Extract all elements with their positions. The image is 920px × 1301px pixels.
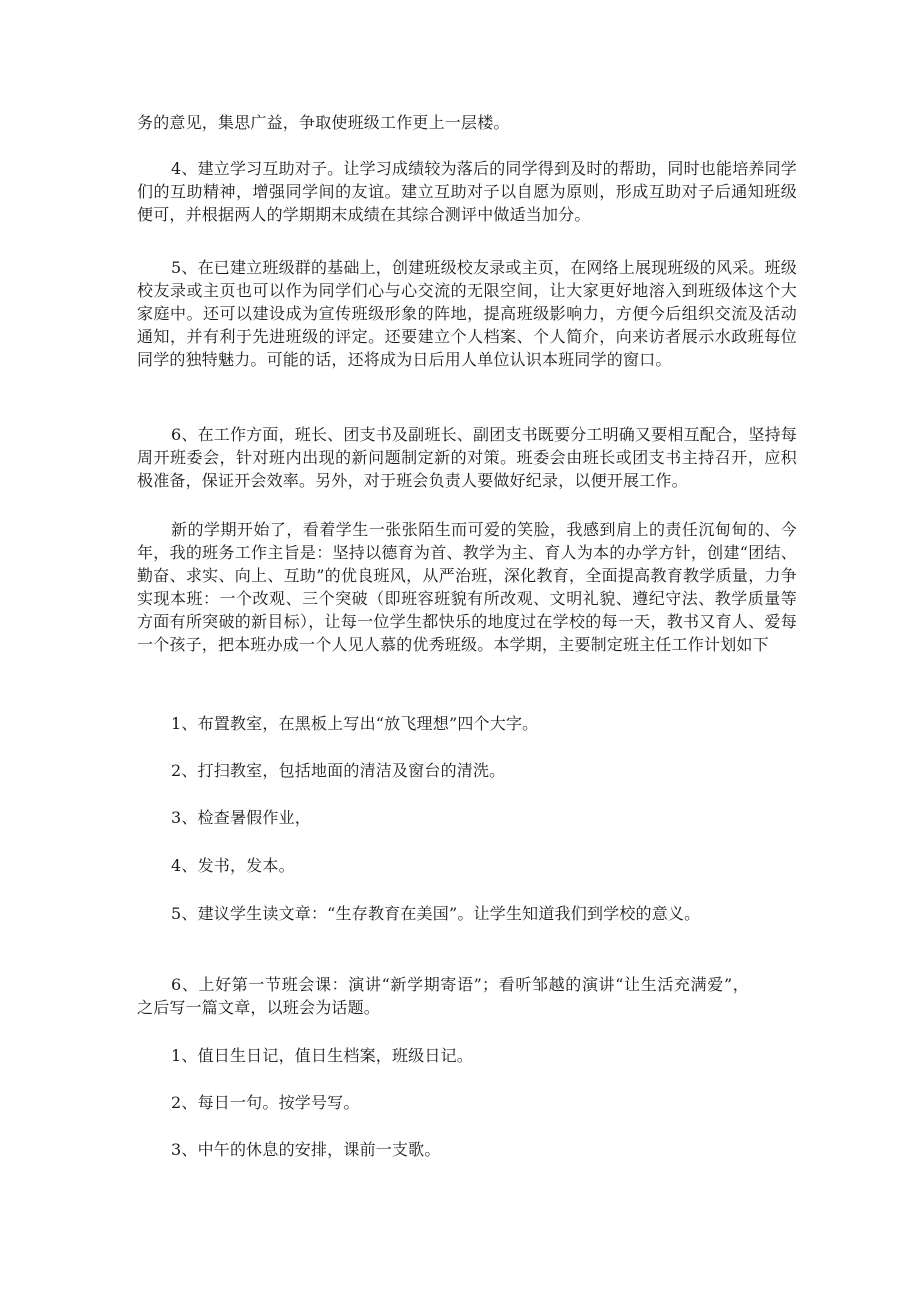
list-item-1-classroom: 1、布置教室，在黑板上写出“放飞理想”四个大字。 [171,714,539,733]
list-item-5-article: 5、建议学生读文章：“生存教育在美国”。让学生知道我们到学校的意义。 [171,904,701,923]
paragraph-continuation: 务的意见，集思广益，争取使班级工作更上一层楼。 [137,113,510,132]
paragraph-item-5-alumni-page: 5、在已建立班级群的基础上，创建班级校友录或主页，在网络上展现班级的风采。班级校友录或主页也可以作为同学们心与心交流的无限空间，让大家更好地溶入到班级体这个大家庭中。还可以建设成为宣传班级形象的阵地，提高班级影响力，方便今后组织交流及活动通知，并有利于先进班级的评定。还要建立个人档案、个人简介，向来访者展示水政班每位同学的独特魅力。可能的话，还将成为日后用人单位认识本班同学的窗口。 [137,258,797,369]
list-item-4-books: 4、发书，发本。 [171,856,295,875]
list-item-1-duty-diary: 1、值日生日记，值日生档案，班级日记。 [171,1046,473,1065]
list-item-3-homework: 3、检查暑假作业， [171,808,311,827]
list-item-3-noon-rest: 3、中午的休息的安排，课前一支歌。 [171,1140,441,1159]
paragraph-item-6-work: 6、在工作方面，班长、团支书及副班长、副团支书既要分工明确又要相互配合，坚持每周开班委会，针对班内出现的新问题制定新的对策。班委会由班长或团支书主持召开，应积极准备，保证开会效率。另外，对于班会负责人要做好纪录，以便开展工作。 [137,425,797,490]
list-item-6-class-meeting: 6、上好第一节班会课：演讲“新学期寄语”；看听邹越的演讲“让生活充满爱”，之后写一篇文章，以班会为话题。 [137,975,749,1017]
list-item-2-daily-sentence: 2、每日一句。按学号写。 [171,1093,360,1112]
paragraph-item-4-mutual-help: 4、建立学习互助对子。让学习成绩较为落后的同学得到及时的帮助，同时也能培养同学们的互助精神，增强同学间的友谊。建立互助对子以自愿为原则，形成互助对子后通知班级便可，并根据两人的学期期末成绩在其综合测评中做适当加分。 [137,159,797,224]
paragraph-semester-intro: 新的学期开始了，看着学生一张张陌生而可爱的笑脸，我感到肩上的责任沉甸甸的、今年，我的班务工作主旨是：坚持以德育为首、教学为主、育人为本的办学方针，创建“团结、勤奋、求实、向上、互助”的优良班风，从严治班，深化教育，全面提高教育教学质量，力争实现本班：一个改观、三个突破（即班容班貌有所改观、文明礼貌、遵纪守法、教学质量等方面有所突破的新目标），让每一位学生都快乐的地度过在学校的每一天，教书又育人、爱每一个孩子，把本班办成一个人见人慕的优秀班级。本学期，主要制定班主任工作计划如下 [137,520,797,654]
list-item-2-cleaning: 2、打扫教室，包括地面的清洁及窗台的清洗。 [171,761,506,780]
